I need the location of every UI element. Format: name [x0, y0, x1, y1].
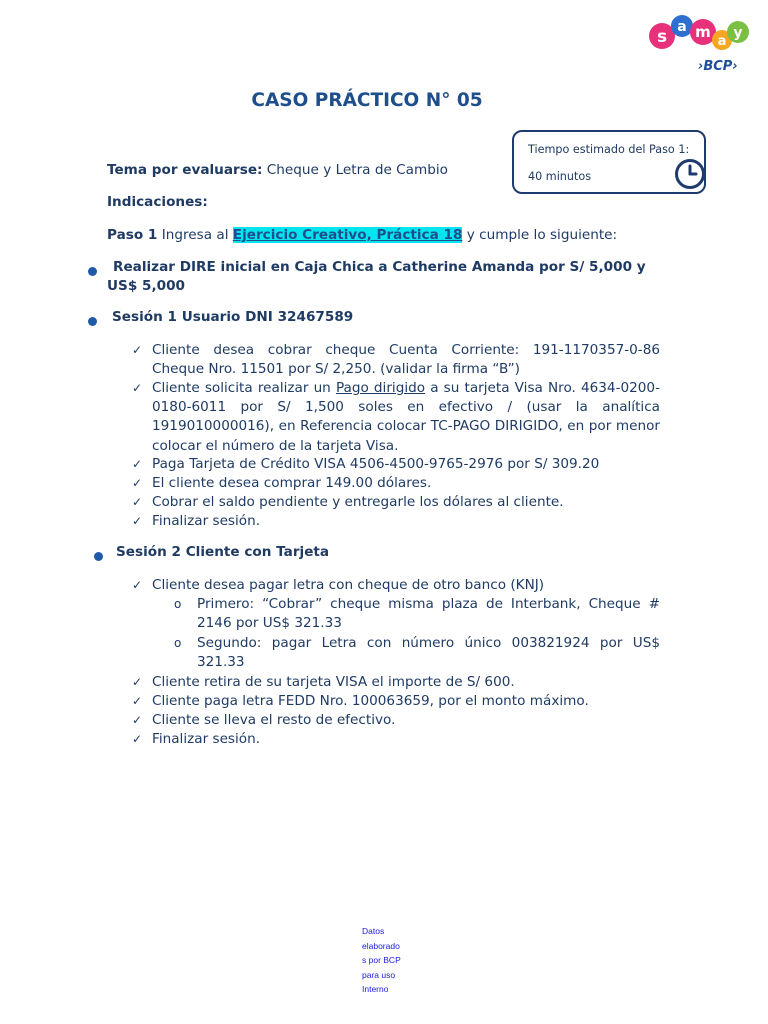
session1-item [130, 512, 660, 531]
session2-item-text: Cliente retira de su tarjeta VISA el importe de S/ 600. [152, 674, 515, 690]
page-title: CASO PRÁCTICO N° 05 [251, 90, 483, 111]
time-estimate-box [512, 130, 706, 194]
session2-subitem [174, 595, 660, 633]
topic-value: Cheque y Letra de Cambio [262, 162, 448, 178]
session1-item [130, 493, 660, 512]
session2-item-text: Cliente desea pagar letra con cheque de otro banco (KNJ) [152, 577, 545, 593]
check-icon: ✓ [131, 343, 143, 357]
session1-item [130, 379, 660, 456]
bullet-dire [88, 258, 660, 298]
bcp-brand-text: ›BCP› [698, 59, 738, 74]
session1-item-text: Finalizar sesión. [152, 513, 261, 529]
bullet-dot-icon [94, 552, 103, 561]
check-icon: ✓ [131, 514, 143, 528]
instructions-label: Indicaciones: [107, 194, 208, 210]
logo-letter: m [695, 23, 711, 41]
session1-heading: Sesión 1 Usuario DNI 32467589 [112, 309, 354, 325]
footer-note [362, 924, 412, 997]
step1-post: y cumple lo siguiente: [462, 227, 618, 243]
session2-subitem [174, 634, 660, 672]
logo-letter: a [677, 19, 687, 35]
session2-item-text: Cliente paga letra FEDD Nro. 100063659, por el monto máximo. [152, 693, 589, 709]
footer-line: s por BCP [362, 955, 401, 965]
session2-item [130, 730, 660, 749]
clock-icon [674, 158, 706, 190]
session1-item-text: Paga Tarjeta de Crédito VISA 4506-4500-9765-2976 por S/ 309.20 [152, 456, 600, 472]
session2-heading: Sesión 2 Cliente con Tarjeta [116, 544, 330, 560]
session1-item-text: Cliente desea cobrar cheque Cuenta Corriente: 191-1170357-0-86 Cheque Nro. 11501 por S/ 2,250. (validar la firma “B”) [152, 342, 660, 378]
session2-item [130, 673, 660, 692]
logo-letter: s [656, 27, 668, 47]
footer-line: para uso [362, 969, 396, 980]
topic-line [107, 162, 448, 178]
logo-letter: a [717, 34, 727, 49]
samay-logo-graphic [646, 12, 752, 74]
circle-bullet-icon: o [174, 597, 182, 611]
exercise-link[interactable]: Ejercicio Creativo, Práctica 18 [232, 227, 463, 243]
footer-line: elaborado [362, 940, 400, 951]
check-icon: ✓ [131, 457, 143, 471]
check-icon: ✓ [131, 381, 143, 395]
bullet-dot-icon [88, 317, 97, 326]
bullet-session2 [88, 543, 660, 565]
session2-item [130, 576, 660, 595]
session1-item-post: a su tarjeta Visa Nro. 4634-0200-0180-6011 por S/ 1,500 soles en efectivo / (usar la analítica 1919010000016), en Referencia colocar TC-PAGO DIRIGIDO, en por menor colocar el número de la tarjeta Visa. [152, 380, 660, 454]
footer-line: Datos [362, 926, 385, 936]
check-icon: ✓ [131, 675, 143, 689]
session2-item-text: Cliente se lleva el resto de efectivo. [152, 712, 396, 728]
session1-item [130, 341, 660, 379]
session1-item-pre: Cliente solicita realizar un [152, 380, 336, 396]
topic-label: Tema por evaluarse: [107, 162, 263, 178]
pago-dirigido-text: Pago dirigido [335, 380, 426, 396]
time-estimate-value: 40 minutos [528, 170, 592, 183]
step1-label: Paso 1 [107, 227, 158, 243]
check-icon: ✓ [131, 578, 143, 592]
session2-subitem-text: Primero: “Cobrar” cheque misma plaza de Interbank, Cheque # 2146 por US$ 321.33 [197, 596, 660, 632]
logo-letter: y [733, 25, 743, 41]
samay-bcp-logo [646, 12, 752, 74]
session2-item [130, 692, 660, 711]
step1-line [107, 227, 617, 243]
session1-item-text [152, 379, 660, 456]
bullet-session1 [88, 308, 660, 330]
check-icon: ✓ [131, 713, 143, 727]
check-icon: ✓ [131, 476, 143, 490]
step1-pre: Ingresa al [157, 227, 233, 243]
session1-item-text: Cobrar el saldo pendiente y entregarle los dólares al cliente. [152, 494, 564, 510]
check-icon: ✓ [131, 694, 143, 708]
circle-bullet-icon: o [174, 636, 182, 650]
session2-item-text: Finalizar sesión. [152, 731, 261, 747]
session1-item [130, 474, 660, 493]
footer-line: Interno [362, 984, 389, 994]
session2-subitem-text: Segundo: pagar Letra con número único 003821924 por US$ 321.33 [197, 635, 660, 671]
bullet-dire-text: Realizar DIRE inicial en Caja Chica a Catherine Amanda por S/ 5,000 y US$ 5,000 [107, 259, 646, 294]
time-estimate-label: Tiempo estimado del Paso 1: [528, 143, 690, 156]
bullet-dot-icon [88, 267, 97, 276]
check-icon: ✓ [131, 732, 143, 746]
session1-item [130, 455, 660, 474]
check-icon: ✓ [131, 495, 143, 509]
session2-item [130, 711, 660, 730]
session1-item-text: El cliente desea comprar 149.00 dólares. [152, 475, 432, 491]
